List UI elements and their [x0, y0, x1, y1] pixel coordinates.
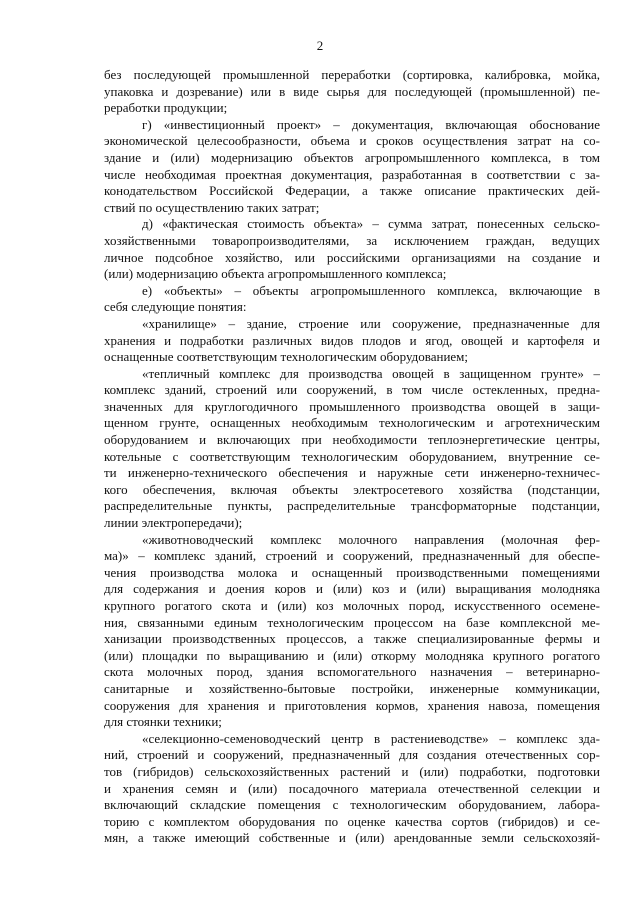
text-line: оборудованием и включающих при необходимости теплоэнергетические центры,: [104, 432, 600, 448]
text-line: (или) площадки по выращиванию и (или) откорму молодняка крупного рогатого: [104, 647, 600, 663]
text-line: оснащенные соответствующим технологическим оборудованием;: [104, 349, 469, 365]
text-line: д) «фактическая стоимость объекта» – сумма затрат, понесенных сельско-: [142, 216, 600, 232]
text-line: распределительные пункты, распределительные трансформаторные подстанции,: [104, 498, 600, 514]
text-line: ма)» – комплекс зданий, строений и сооружений, предназначенный для обеспе-: [104, 548, 600, 564]
text-line: конодательством Российской Федерации, а также описание практических дей-: [104, 183, 600, 199]
text-line: для содержания и доения коров и (или) коз и (или) выращивания молодняка: [104, 581, 600, 597]
body-text: [104, 67, 600, 847]
text-line: хозяйственными товаропроизводителями, за исключением граждан, ведущих: [104, 232, 600, 248]
text-line: комплекс зданий, строений или сооружений, в том числе остекленных, предна-: [104, 382, 600, 398]
text-line: ханизации производственных процессов, а также специализированные фермы и: [104, 631, 600, 647]
text-line: личное подсобное хозяйство, или российскими организациями на создание и: [104, 249, 600, 265]
text-line: для стоянки техники;: [104, 714, 222, 730]
text-line: (или) модернизацию объекта агропромышленного комплекса;: [104, 266, 447, 282]
text-line: ти инженерно-технического обеспечения и наружные сети инженерно-техничес-: [104, 465, 600, 481]
text-line: крупного рогатого скота и (или) коз молочных пород, искусственного осемене-: [104, 598, 600, 613]
text-line: сооружения для хранения и приготовления кормов, хранения навоза, помещения: [104, 697, 600, 713]
text-line: реработки продукции;: [104, 100, 228, 116]
text-line: «хранилище» – здание, строение или сооружение, предназначенные для: [142, 315, 600, 331]
text-line: без последующей промышленной переработки (сортировка, калибровка, мойка,: [104, 67, 600, 82]
text-line: упаковка и дозревание) или в виде сырья для последующей (промышленной) пе-: [104, 83, 600, 99]
text-line: линии электропередачи);: [104, 515, 243, 531]
text-line: мян, а также имеющий собственные и (или) арендованные земли сельскохозяй-: [104, 830, 600, 846]
text-line: «животноводческий комплекс молочного направления (молочная фер-: [142, 531, 600, 547]
page-number: 2: [316, 38, 324, 53]
text-line: торию с комплектом оборудования по оценке качества сортов (гибридов) и се-: [104, 813, 600, 829]
text-line: включающий складские помещения с технологическим оборудованием, лабора-: [104, 797, 600, 813]
text-line: значенных для круглогодичного промышленного производства овощей в защи-: [104, 398, 600, 414]
text-line: себя следующие понятия:: [104, 299, 247, 315]
text-line: тов (гибридов) сельскохозяйственных растений и (или) подработки, подготовки: [104, 763, 600, 779]
text-line: числе необходимая проектная документация, разработанная в соответствии с за-: [104, 166, 600, 182]
text-line: экономической целесообразности, объема и сроков осуществления затрат на со-: [104, 133, 600, 149]
text-line: ний, строений и сооружений, предназначенный для создания отечественных сор-: [104, 747, 600, 763]
text-line: здание и (или) модернизацию объектов агропромышленного комплекса, в том: [104, 149, 600, 165]
text-line: санитарные и хозяйственно-бытовые постройки, инженерные коммуникации,: [104, 680, 600, 696]
text-line: ствий по осуществлению таких затрат;: [104, 199, 320, 215]
text-line: котельные с соответствующим технологическим оборудованием, внутренние се-: [104, 448, 600, 464]
text-line: скота молочных пород, здания вспомогательного назначения – ветеринарно-: [104, 664, 600, 680]
text-line: «селекционно-семеноводческий центр в растениеводстве» – комплекс зда-: [142, 730, 600, 746]
text-line: г) «инвестиционный проект» – документация, включающая обоснование: [142, 116, 600, 132]
text-line: щенном грунте, оснащенных необходимым технологическим и агротехническим: [104, 415, 600, 431]
text-line: и хранения семян и (или) посадочного материала отечественной селекции и: [104, 780, 600, 796]
text-line: «тепличный комплекс для производства овощей в защищенном грунте» –: [142, 365, 600, 381]
text-line: е) «объекты» – объекты агропромышленного комплекса, включающие в: [142, 282, 600, 298]
text-line: хранения и подработки различных видов плодов и ягод, овощей и картофеля и: [104, 332, 600, 348]
text-line: ния, связанными единым технологическим процессом на базе комплексной ме-: [104, 614, 600, 630]
text-line: кого обеспечения, включая объекты электросетевого хозяйства (подстанции,: [104, 481, 600, 497]
text-line: чения производства молока и оснащенный производственными помещениями: [104, 564, 600, 580]
